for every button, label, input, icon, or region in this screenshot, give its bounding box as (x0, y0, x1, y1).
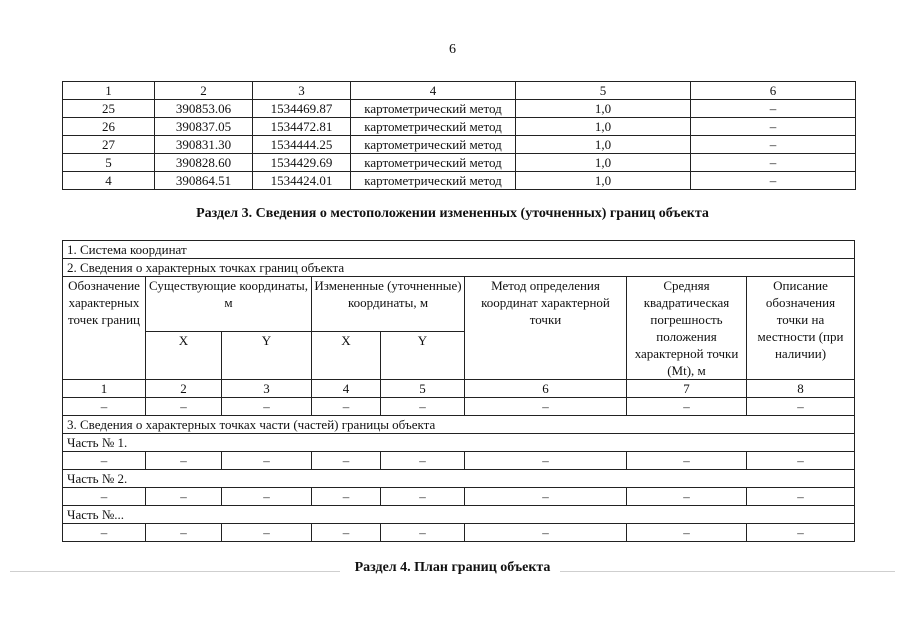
cell: 1,0 (516, 154, 691, 172)
dash-cell: – (381, 488, 465, 506)
cell: – (691, 100, 856, 118)
table-row (63, 100, 856, 118)
dash-cell: – (381, 452, 465, 470)
dash-cell: – (747, 488, 855, 506)
designation-header: Обозначение характерных точек границ (63, 277, 146, 380)
cell: картометрический метод (351, 154, 516, 172)
dash-cell: – (222, 398, 312, 416)
col-number: 5 (381, 380, 465, 398)
dash-cell: – (63, 524, 146, 542)
dash-cell: – (146, 398, 222, 416)
table-row (63, 398, 855, 416)
cell: 1,0 (516, 100, 691, 118)
cell: 27 (63, 136, 155, 154)
dash-cell: – (222, 488, 312, 506)
existing-coords-header: Существующие координаты, м (146, 277, 312, 332)
dash-cell: – (63, 452, 146, 470)
points-section-label: 2. Сведения о характерных точках границ объекта (63, 259, 855, 277)
existing-y-header: Y (222, 331, 312, 379)
cell: 390831.30 (155, 136, 253, 154)
coordinate-system-label: 1. Система координат (63, 241, 855, 259)
dash-cell: – (312, 524, 381, 542)
cell: 25 (63, 100, 155, 118)
dash-cell: – (747, 524, 855, 542)
column-number-row (63, 380, 855, 398)
parts-section-label: 3. Сведения о характерных точках части (частей) границы объекта (63, 416, 855, 434)
dash-cell: – (465, 488, 627, 506)
dash-cell: – (627, 398, 747, 416)
cell: 1534444.25 (253, 136, 351, 154)
cell: 1534472.81 (253, 118, 351, 136)
dash-cell: – (381, 398, 465, 416)
dash-cell: – (627, 488, 747, 506)
table-row (63, 136, 856, 154)
cell: 390864.51 (155, 172, 253, 190)
dash-cell: – (222, 524, 312, 542)
dash-cell: – (146, 488, 222, 506)
cell: 26 (63, 118, 155, 136)
col-header: 6 (691, 82, 856, 100)
dash-cell: – (312, 488, 381, 506)
cell: 390828.60 (155, 154, 253, 172)
table-row (63, 524, 855, 542)
table-row (63, 154, 856, 172)
cell: 390853.06 (155, 100, 253, 118)
cell: – (691, 172, 856, 190)
dash-cell: – (465, 524, 627, 542)
cell: 1,0 (516, 136, 691, 154)
cell: 1,0 (516, 172, 691, 190)
cell: 390837.05 (155, 118, 253, 136)
col-number: 7 (627, 380, 747, 398)
dash-cell: – (747, 452, 855, 470)
cell: 1534429.69 (253, 154, 351, 172)
col-header: 4 (351, 82, 516, 100)
page-number: 6 (449, 42, 456, 57)
dash-cell: – (627, 524, 747, 542)
dash-cell: – (146, 452, 222, 470)
col-header: 5 (516, 82, 691, 100)
dash-cell: – (465, 398, 627, 416)
changed-x-header: X (312, 331, 381, 379)
cell: 5 (63, 154, 155, 172)
existing-x-header: X (146, 331, 222, 379)
col-number: 2 (146, 380, 222, 398)
cell: картометрический метод (351, 100, 516, 118)
cell: 1534424.01 (253, 172, 351, 190)
changed-y-header: Y (381, 331, 465, 379)
description-header: Описание обозначения точки на местности (при наличии) (747, 277, 855, 380)
dash-cell: – (222, 452, 312, 470)
dash-cell: – (63, 488, 146, 506)
dash-cell: – (465, 452, 627, 470)
cell: 4 (63, 172, 155, 190)
col-header: 1 (63, 82, 155, 100)
col-header: 2 (155, 82, 253, 100)
coordinates-table (62, 81, 856, 190)
table-row (63, 452, 855, 470)
dash-cell: – (312, 398, 381, 416)
method-header: Метод определения координат характерной точки (465, 277, 627, 380)
dash-cell: – (627, 452, 747, 470)
cell: картометрический метод (351, 136, 516, 154)
table-header-row (63, 82, 856, 100)
cell: 1534469.87 (253, 100, 351, 118)
section-4-title: Раздел 4. План границ объекта (354, 560, 551, 575)
dash-cell: – (747, 398, 855, 416)
cell: – (691, 154, 856, 172)
changed-coords-header: Измененные (уточненные) координаты, м (312, 277, 465, 332)
col-number: 1 (63, 380, 146, 398)
dash-cell: – (381, 524, 465, 542)
part-label: Часть № 1. (63, 434, 855, 452)
cell: картометрический метод (351, 118, 516, 136)
col-number: 8 (747, 380, 855, 398)
cell: – (691, 118, 856, 136)
dash-cell: – (146, 524, 222, 542)
cell: – (691, 136, 856, 154)
col-header: 3 (253, 82, 351, 100)
col-number: 3 (222, 380, 312, 398)
part-label: Часть №... (63, 506, 855, 524)
table-row (63, 488, 855, 506)
col-number: 4 (312, 380, 381, 398)
table-row (63, 118, 856, 136)
cell: 1,0 (516, 118, 691, 136)
changed-boundaries-table (62, 240, 855, 542)
mt-header: Средняя квадратическая погрешность положения характерной точки (Mt), м (627, 277, 747, 380)
dash-cell: – (312, 452, 381, 470)
col-number: 6 (465, 380, 627, 398)
section-3-title: Раздел 3. Сведения о местоположении измененных (уточненных) границ объекта (196, 206, 709, 221)
cell: картометрический метод (351, 172, 516, 190)
dash-cell: – (63, 398, 146, 416)
part-label: Часть № 2. (63, 470, 855, 488)
table-row (63, 172, 856, 190)
